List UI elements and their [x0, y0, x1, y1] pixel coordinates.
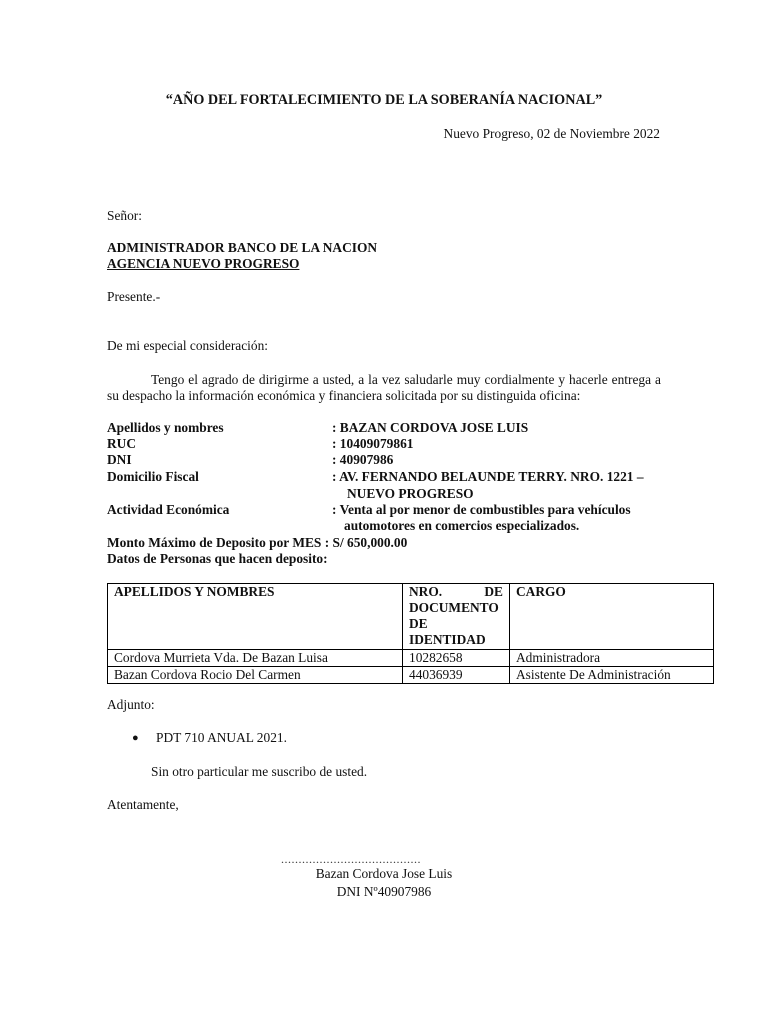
header-document-part-b: DE [484, 584, 503, 599]
row-role: Administradora [510, 650, 714, 667]
row-role: Asistente De Administración [510, 667, 714, 684]
presente: Presente.- [107, 289, 161, 304]
greeting: De mi especial consideración: [107, 338, 268, 353]
fiscal-label: Domicilio Fiscal [107, 469, 199, 484]
activity-value-line2: automotores en comercios especializados. [344, 518, 580, 533]
names-label: Apellidos y nombres [107, 420, 224, 435]
signer-name: Bazan Cordova Jose Luis [315, 866, 453, 881]
regards: Atentamente, [107, 797, 179, 812]
row-doc: 10282658 [403, 650, 510, 667]
signature-line: ........................................ [281, 852, 421, 866]
depositors-table [107, 583, 714, 684]
salutation: Señor: [107, 208, 142, 223]
fiscal-value-line1: : AV. FERNANDO BELAUNDE TERRY. NRO. 1221 – [332, 469, 644, 484]
bullet-icon: ● [132, 732, 139, 744]
dni-value: : 40907986 [332, 452, 394, 467]
table-row [108, 667, 714, 684]
attachment-label: Adjunto: [107, 697, 155, 712]
header-document [403, 584, 510, 650]
depositors-title: Datos de Personas que hacen deposito: [107, 551, 328, 566]
header-document-part-a: NRO. [409, 584, 443, 599]
row-doc: 44036939 [403, 667, 510, 684]
dni-label: DNI [107, 452, 132, 467]
ruc-value: : 10409079861 [332, 436, 414, 451]
ruc-label: RUC [107, 436, 137, 451]
attachment-item: PDT 710 ANUAL 2021. [156, 730, 287, 745]
header-role: CARGO [510, 584, 714, 650]
max-deposit: Monto Máximo de Deposito por MES : S/ 650,000.00 [107, 535, 408, 550]
names-value: : BAZAN CORDOVA JOSE LUIS [332, 420, 529, 435]
table-row [108, 650, 714, 667]
recipient-line1: ADMINISTRADOR BANCO DE LA NACION [107, 240, 378, 255]
table-header-row [108, 584, 714, 650]
place-date: Nuevo Progreso, 02 de Noviembre 2022 [443, 126, 660, 141]
header-names: APELLIDOS Y NOMBRES [108, 584, 403, 650]
motto-heading: “AÑO DEL FORTALECIMIENTO DE LA SOBERANÍA NACIONAL” [165, 92, 603, 108]
signer-dni: DNI Nº40907986 [336, 884, 432, 899]
body-paragraph: Tengo el agrado de dirigirme a usted, a la vez saludarle muy cordialmente y hacerle entrega a su despacho la información económica y financiera solicitada por su distinguida oficina: [107, 372, 661, 403]
row-name: Cordova Murrieta Vda. De Bazan Luisa [108, 650, 403, 667]
recipient-line2: AGENCIA NUEVO PROGRESO [107, 256, 300, 271]
row-name: Bazan Cordova Rocio Del Carmen [108, 667, 403, 684]
header-document-part-d: DE IDENTIDAD [409, 616, 486, 647]
closing-text: Sin otro particular me suscribo de usted. [151, 764, 368, 779]
activity-value-line1: : Venta al por menor de combustibles para vehículos [332, 502, 631, 517]
fiscal-value-line2: NUEVO PROGRESO [347, 486, 474, 501]
header-document-part-c: DOCUMENTO [409, 600, 499, 615]
activity-label: Actividad Económica [107, 502, 230, 517]
